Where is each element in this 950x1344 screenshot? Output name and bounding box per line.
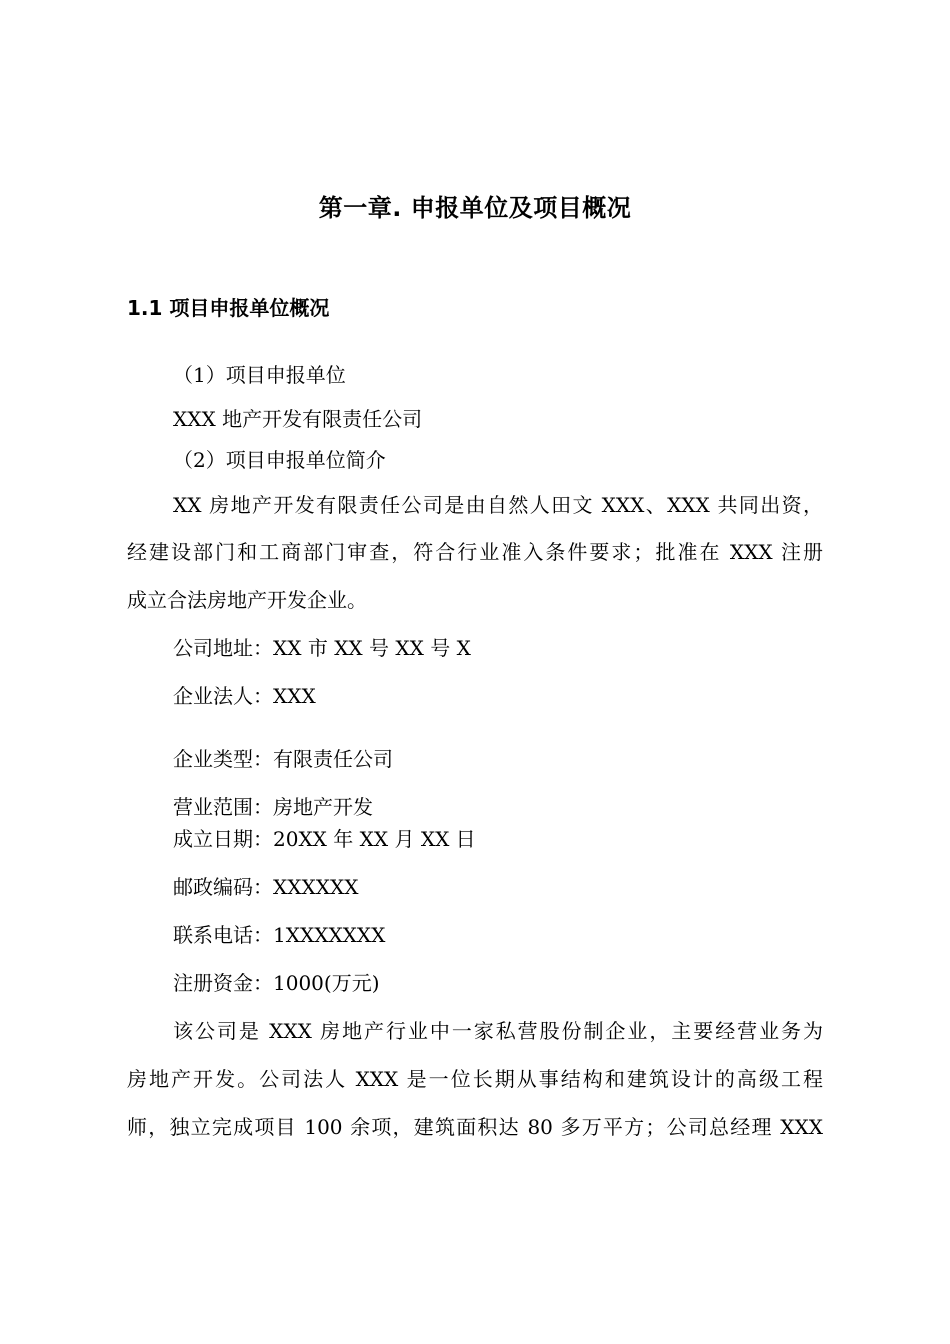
company-address: 公司地址：XX 市 XX 号 XX 号 X: [173, 636, 471, 660]
intro-paragraph-line-2: 经建设部门和工商部门审查，符合行业准入条件要求；批准在 XXX 注册: [127, 540, 823, 564]
company-scope: 营业范围：房地产开发: [173, 795, 373, 819]
intro-paragraph-line-1: XX 房地产开发有限责任公司是由自然人田文 XXX、XXX 共同出资，: [173, 493, 823, 517]
unit-name: XXX 地产开发有限责任公司: [173, 407, 423, 431]
unit-heading: （1）项目申报单位: [173, 363, 346, 387]
company-postcode: 邮政编码：XXXXXX: [173, 875, 359, 899]
description-paragraph-line-2: 房地产开发。公司法人 XXX 是一位长期从事结构和建筑设计的高级工程: [127, 1067, 823, 1091]
intro-paragraph-line-3: 成立合法房地产开发企业。: [127, 588, 367, 612]
section-title: 1.1 项目申报单位概况: [127, 296, 330, 320]
company-phone: 联系电话：1XXXXXXX: [173, 923, 386, 947]
chapter-title: 第一章. 申报单位及项目概况: [318, 194, 632, 222]
description-paragraph-line-1: 该公司是 XXX 房地产行业中一家私营股份制企业，主要经营业务为: [173, 1019, 823, 1043]
intro-heading: （2）项目申报单位简介: [173, 448, 386, 472]
company-legal-person: 企业法人：XXX: [173, 684, 316, 708]
company-founded: 成立日期：20XX 年 XX 月 XX 日: [173, 827, 476, 851]
company-capital: 注册资金：1000(万元): [173, 971, 380, 995]
company-type: 企业类型：有限责任公司: [173, 747, 393, 771]
description-paragraph-line-3: 师，独立完成项目 100 余项，建筑面积达 80 多万平方；公司总经理 XXX: [127, 1115, 823, 1139]
